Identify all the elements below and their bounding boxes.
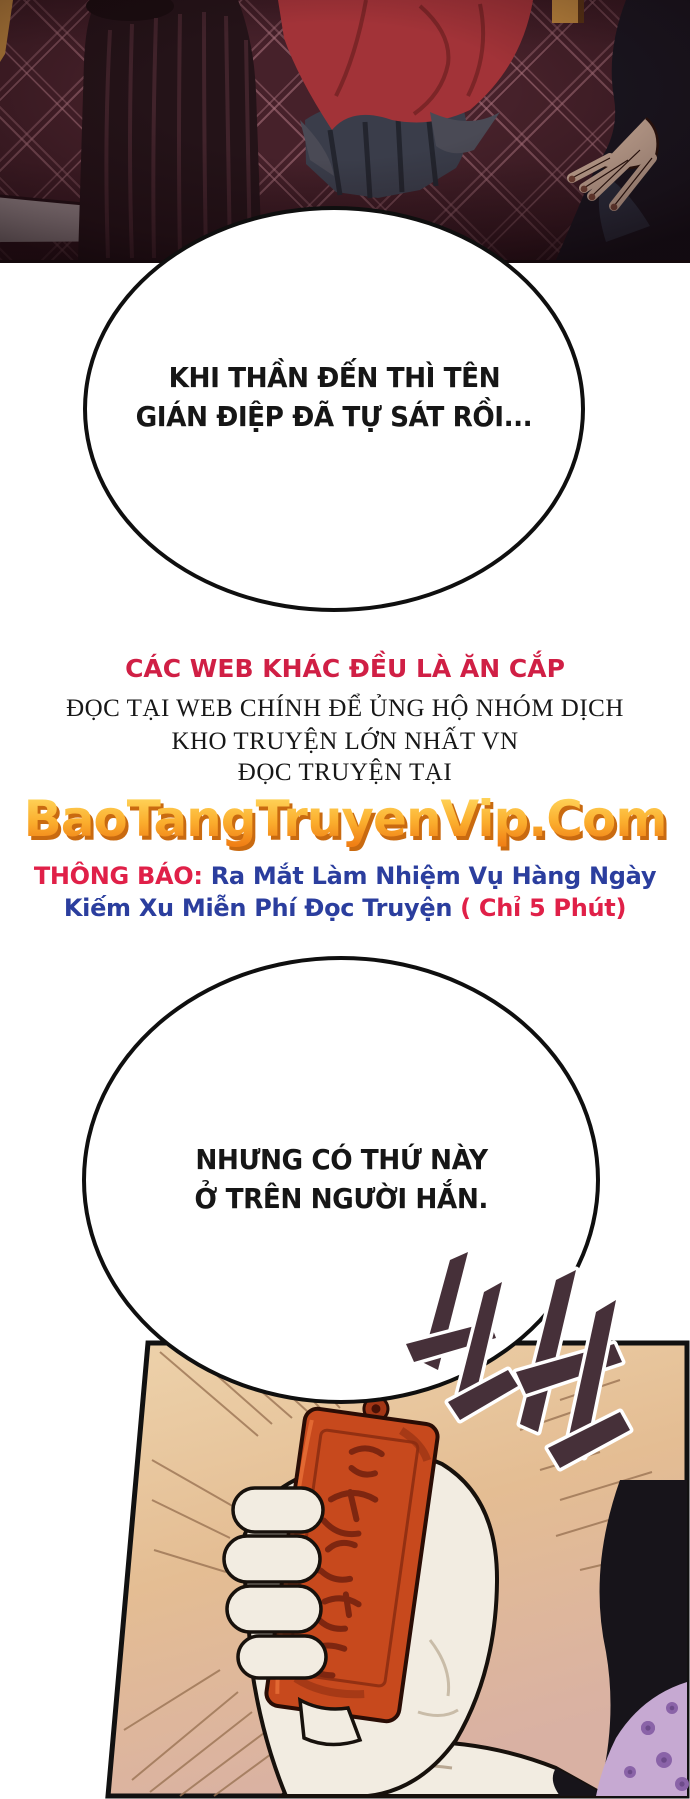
announcement-label: THÔNG BÁO: <box>33 862 203 890</box>
site-name-text: BaoTangTruyenVip.Com <box>0 790 690 848</box>
announcement-line-2 <box>0 894 690 922</box>
bubble-text-line: KHI THẦN ĐẾN THÌ TÊN <box>168 361 500 395</box>
bubble-text-line: Ở TRÊN NGƯỜI HẮN. <box>194 1182 488 1215</box>
sound-effect-strokes <box>388 1252 648 1480</box>
speech-bubble-1 <box>83 206 585 612</box>
bubble-text-line: GIÁN ĐIỆP ĐÃ TỰ SÁT RỒI... <box>135 400 533 433</box>
bubble-text-line: NHƯNG CÓ THỨ NÀY <box>194 1143 488 1177</box>
announcement-line-1 <box>0 862 690 890</box>
announcement-highlight: ( Chỉ 5 Phút) <box>460 894 627 922</box>
announcement-text-2: Kiếm Xu Miễn Phí Đọc Truyện <box>63 894 453 922</box>
read-at-text: ĐỌC TRUYỆN TẠI <box>237 759 453 786</box>
announcement-text-1: Ra Mắt Làm Nhiệm Vụ Hàng Ngày <box>210 862 657 890</box>
read-official-text: ĐỌC TẠI WEB CHÍNH ĐỂ ỦNG HỘ NHÓM DỊCH <box>66 695 624 722</box>
biggest-repo-text: KHO TRUYỆN LỚN NHẤT VN <box>171 728 519 755</box>
piracy-warning-text: CÁC WEB KHÁC ĐỀU LÀ ĂN CẮP <box>125 654 565 683</box>
